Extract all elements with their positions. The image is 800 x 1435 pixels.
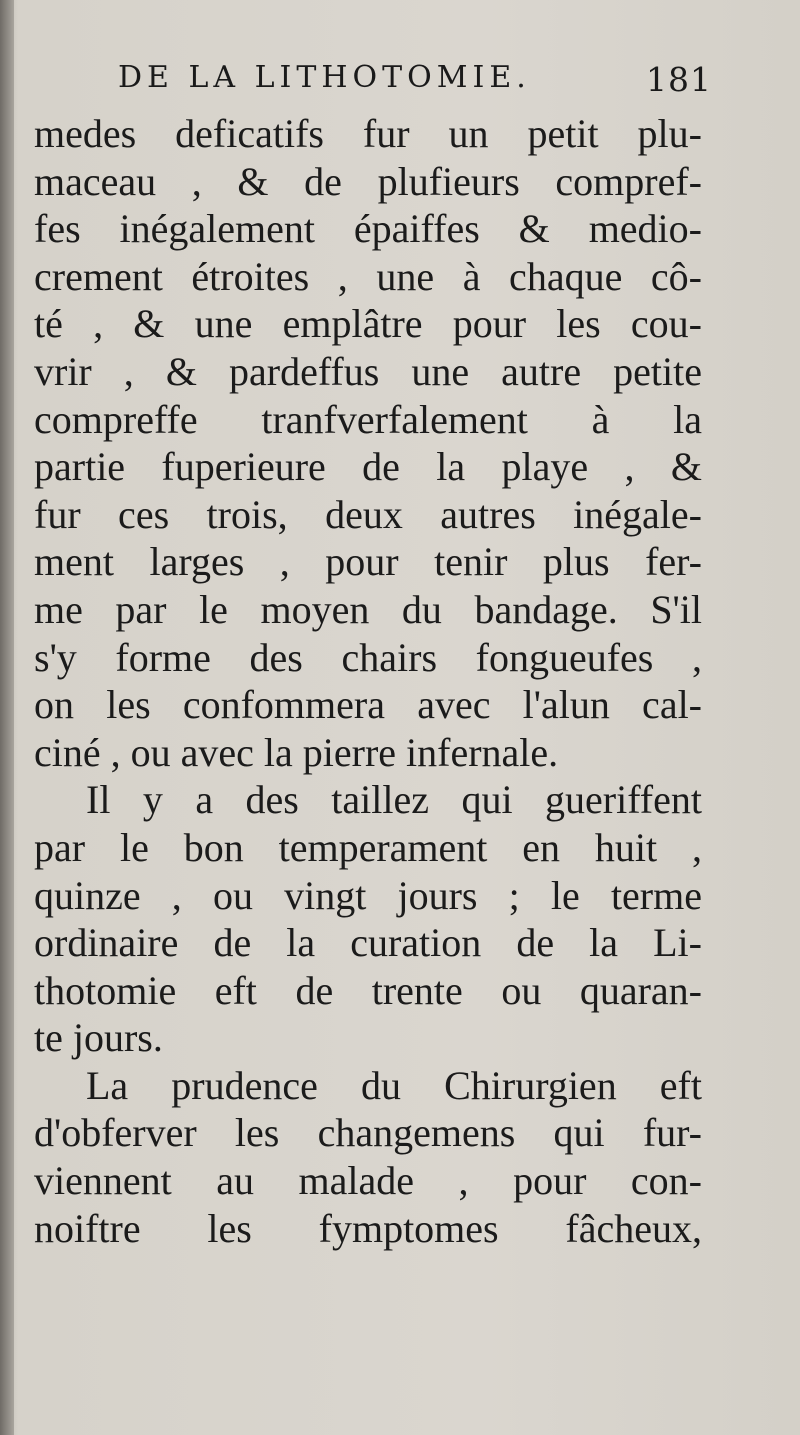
text-line: d'obferver les changemens qui fur-	[34, 1110, 702, 1156]
text-line: ment larges , pour tenir plus fer-	[34, 539, 702, 585]
paragraph-start-line: La prudence du Chirurgien eft	[86, 1062, 702, 1108]
page-header	[118, 50, 718, 108]
text-line: medes deficatifs fur un petit plu-	[34, 111, 702, 156]
text-line: té , & une emplâtre pour les cou-	[34, 301, 702, 347]
text-line: ordinaire de la curation de la Li-	[34, 920, 702, 966]
page-gutter	[0, 0, 14, 1435]
text-line: me par le moyen du bandage. S'il	[34, 586, 702, 632]
page-number: 181	[646, 60, 712, 99]
text-line: maceau , & de plufieurs compref-	[34, 158, 702, 204]
text-line: s'y forme des chairs fongueufes ,	[34, 634, 702, 680]
text-line: vrir , & pardeffus une autre petite	[34, 348, 702, 394]
text-line: thotomie eft de trente ou quaran-	[34, 967, 702, 1013]
text-line: on les confommera avec l'alun cal-	[34, 682, 702, 728]
body-text	[34, 110, 702, 1252]
text-line: par le bon temperament en huit ,	[34, 824, 702, 870]
paragraph-start-line: Il y a des taillez qui gueriffent	[86, 777, 702, 823]
text-line: fur ces trois, deux autres inégale-	[34, 491, 702, 537]
text-line: crement étroites , une à chaque cô-	[34, 253, 702, 299]
text-line: te jours.	[34, 1015, 163, 1061]
text-line: noiftre les fymptomes fâcheux,	[34, 1205, 702, 1251]
text-line: viennent au malade , pour con-	[34, 1158, 702, 1204]
text-line: ciné , ou avec la pierre infernale.	[34, 729, 559, 775]
running-title: DE LA LITHOTOMIE.	[118, 60, 531, 95]
text-line: partie fuperieure de la playe , &	[34, 444, 702, 490]
text-line: fes inégalement épaiffes & medio-	[34, 206, 702, 252]
text-line: quinze , ou vingt jours ; le terme	[34, 872, 702, 918]
text-line: compreffe tranfverfalement à la	[34, 396, 702, 442]
